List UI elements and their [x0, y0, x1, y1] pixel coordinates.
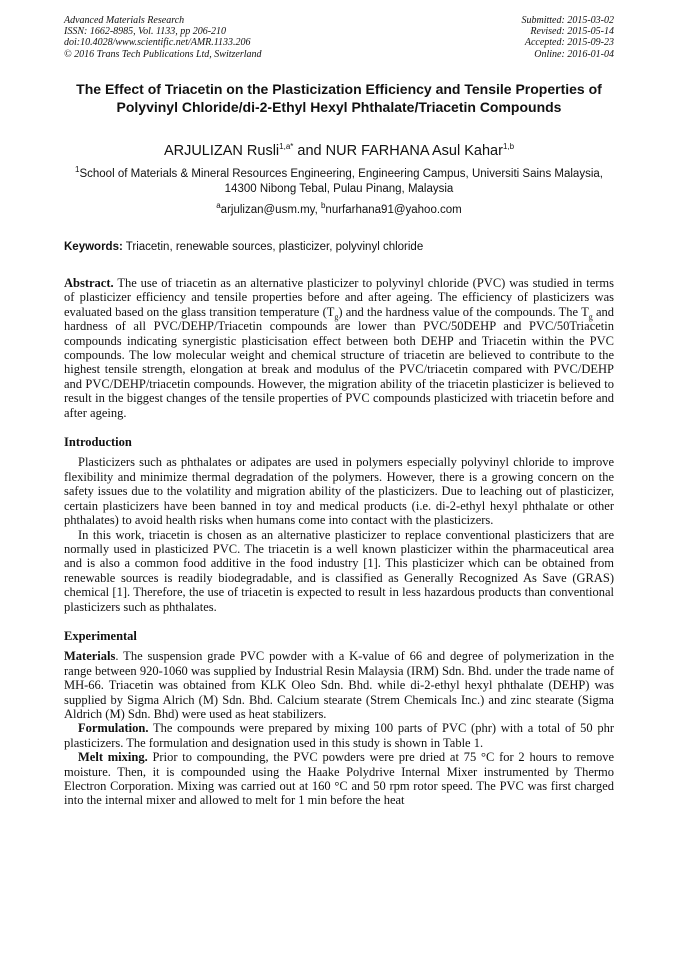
- keywords-label: Keywords:: [64, 241, 123, 253]
- introduction-heading: Introduction: [64, 435, 132, 450]
- author-1: ARJULIZAN Rusli: [163, 143, 280, 159]
- email-a-sup: a: [216, 201, 221, 211]
- paper-title: The Effect of Triacetin on the Plasticization Efficiency and Tensile Properties of Polyvinyl Chloride/di-2-Ethyl Hexyl Phthalate/Triacetin Compounds: [76, 81, 602, 115]
- email-b-sup: b: [320, 201, 326, 211]
- materials-paragraph: [64, 649, 614, 721]
- experimental-heading: Experimental: [64, 628, 137, 643]
- melt-mixing-text: Prior to compounding, the PVC powders were pre dried at 75 °C for 2 hours to remove moisture. Then, it is compounded using the Haake Polydrive Internal Mixer instrumented by Thermo Electron Corporation. Mixing was carried out at 160 °C and 50 rpm rotor speed. The PVC was first charged into the internal mixer and allowed to melt for 1 min before the heat: [64, 750, 614, 808]
- melt-mixing-paragraph: [64, 750, 614, 808]
- journal-name: Advanced Materials Research: [64, 15, 185, 26]
- formulation-paragraph: [64, 721, 614, 750]
- online-date: Online: 2016-01-04: [534, 48, 614, 60]
- authors: [64, 142, 614, 160]
- affiliation-text: School of Materials & Mineral Resources Engineering, Engineering Campus, Universiti Sains Malaysia, 14300 Nibong Tebal, Pulau Pinang, Malaysia: [79, 168, 603, 195]
- abstract-text-2: ) and the hardness value of the compounds. The T: [338, 304, 589, 319]
- emails: [64, 203, 614, 218]
- dates-info: [522, 15, 615, 60]
- melt-mixing-label: Melt mixing.: [78, 750, 148, 765]
- issn: ISSN: 1662-8985, Vol. 1133, pp 206-210: [64, 26, 227, 38]
- paper-body: [64, 276, 614, 808]
- author-1-sup: 1,a*: [279, 142, 294, 152]
- journal-info: [64, 15, 262, 60]
- formulation-text: The compounds were prepared by mixing 100 parts of PVC (phr) with a total of 50 phr plasticizers. The formulation and designation used in this study is shown in Table 1.: [64, 721, 614, 750]
- doi: doi:10.4028/www.scientific.net/AMR.1133.206: [64, 37, 251, 49]
- abstract-label: Abstract.: [64, 276, 114, 290]
- materials-text: . The suspension grade PVC powder with a K-value of 66 and degree of polymerization in the range between 920-1060 was supplied by Industrial Resin Malaysia (IRM) Sdn. Bhd. under the trade name of MH-66. Triacetin was obtained from KLK Oleo Sdn. Bhd. while di-2-ethyl hexyl phthalate (DEHP) was supplied by Sigma Alrich (M) Sdn. Bhd. Calcium stearate (Strem Chemicals Inc.) and zinc stearate (Sigma Aldrich (M) Sdn. Bhd) were used as heat stabilizers.: [64, 649, 614, 721]
- introduction-paragraph-2: In this work, triacetin is chosen as an alternative plasticizer to replace conventional plasticizers that are normally used in plasticized PVC. The triacetin is a well known plasticizer within the pharmaceutical area and is also a common food additive in the food industry [1]. This plasticizer which can be obtained from renewable sources is readily biodegradable, and is classified as Generally Recognized As Save (GRAS) chemical [1]. Therefore, the use of triacetin is expected to result in less hazardous products than conventional plasticizers such as phthalates.: [64, 527, 614, 614]
- formulation-label: Formulation.: [78, 721, 149, 736]
- abstract-text-3: and hardness of all PVC/DEHP/Triacetin compounds are lower than PVC/50DEHP and PVC/50Triacetin compounds indicating synergistic plasticisation effect between both DEHP and Triacetin within the PVC compounds. The low molecular weight and chemical structure of triacetin are believed to contribute to the highest tensile strength, elongation at break and modulus of the PVC/triacetin compared with PVC/DEHP and PVC/DEHP/triacetin compounds. However, the migration ability of the triacetin plasticizer is believed to result in the biggest changes of the tensile properties of PVC compounds plasticized with triacetin before and after ageing.: [64, 304, 614, 420]
- email-b: nurfarhana91@yahoo.com: [325, 204, 462, 216]
- abstract-sub-1: g: [334, 312, 339, 322]
- abstract-sub-2: g: [588, 312, 593, 322]
- copyright: © 2016 Trans Tech Publications Ltd, Switzerland: [64, 48, 262, 60]
- affiliation-sup: 1: [75, 165, 80, 175]
- author-2-sup: 1,b: [502, 142, 515, 152]
- abstract: [64, 276, 614, 420]
- affiliation: [64, 167, 614, 197]
- keywords-text: Triacetin, renewable sources, plasticizer, polyvinyl chloride: [122, 241, 424, 253]
- submitted-date: Submitted: 2015-03-02: [521, 15, 614, 26]
- keywords: [64, 240, 614, 255]
- accepted-date: Accepted: 2015-09-23: [524, 37, 614, 49]
- materials-label: Materials: [64, 649, 116, 664]
- revised-date: Revised: 2015-05-14: [530, 26, 614, 38]
- email-a: arjulizan@usm.my,: [220, 204, 321, 216]
- abstract-text-1: The use of triacetin as an alternative plasticizer to polyvinyl chloride (PVC) was studied in terms of plasticizer efficiency and tensile properties before and after ageing. The efficiency of plasticizers was evaluated based on the glass transition temperature (T: [64, 276, 614, 319]
- author-2: NUR FARHANA Asul Kahar: [325, 143, 503, 159]
- introduction-paragraph-1: Plasticizers such as phthalates or adipates are used in polymers especially polyvinyl chloride to improve flexibility and minimize thermal degradation of the polymers. However, there is a growing concern on the safety issues due to the volatility and migration ability of the plasticizers. Due to leaching out of plasticizer, certain plasticizers have been banned in toy and medical products (i.e. di-2-ethyl hexyl phthalate or other phthalates) to avoid health risks when humans come into contact with the plasticizers.: [64, 455, 614, 528]
- authors-and: and: [293, 143, 326, 159]
